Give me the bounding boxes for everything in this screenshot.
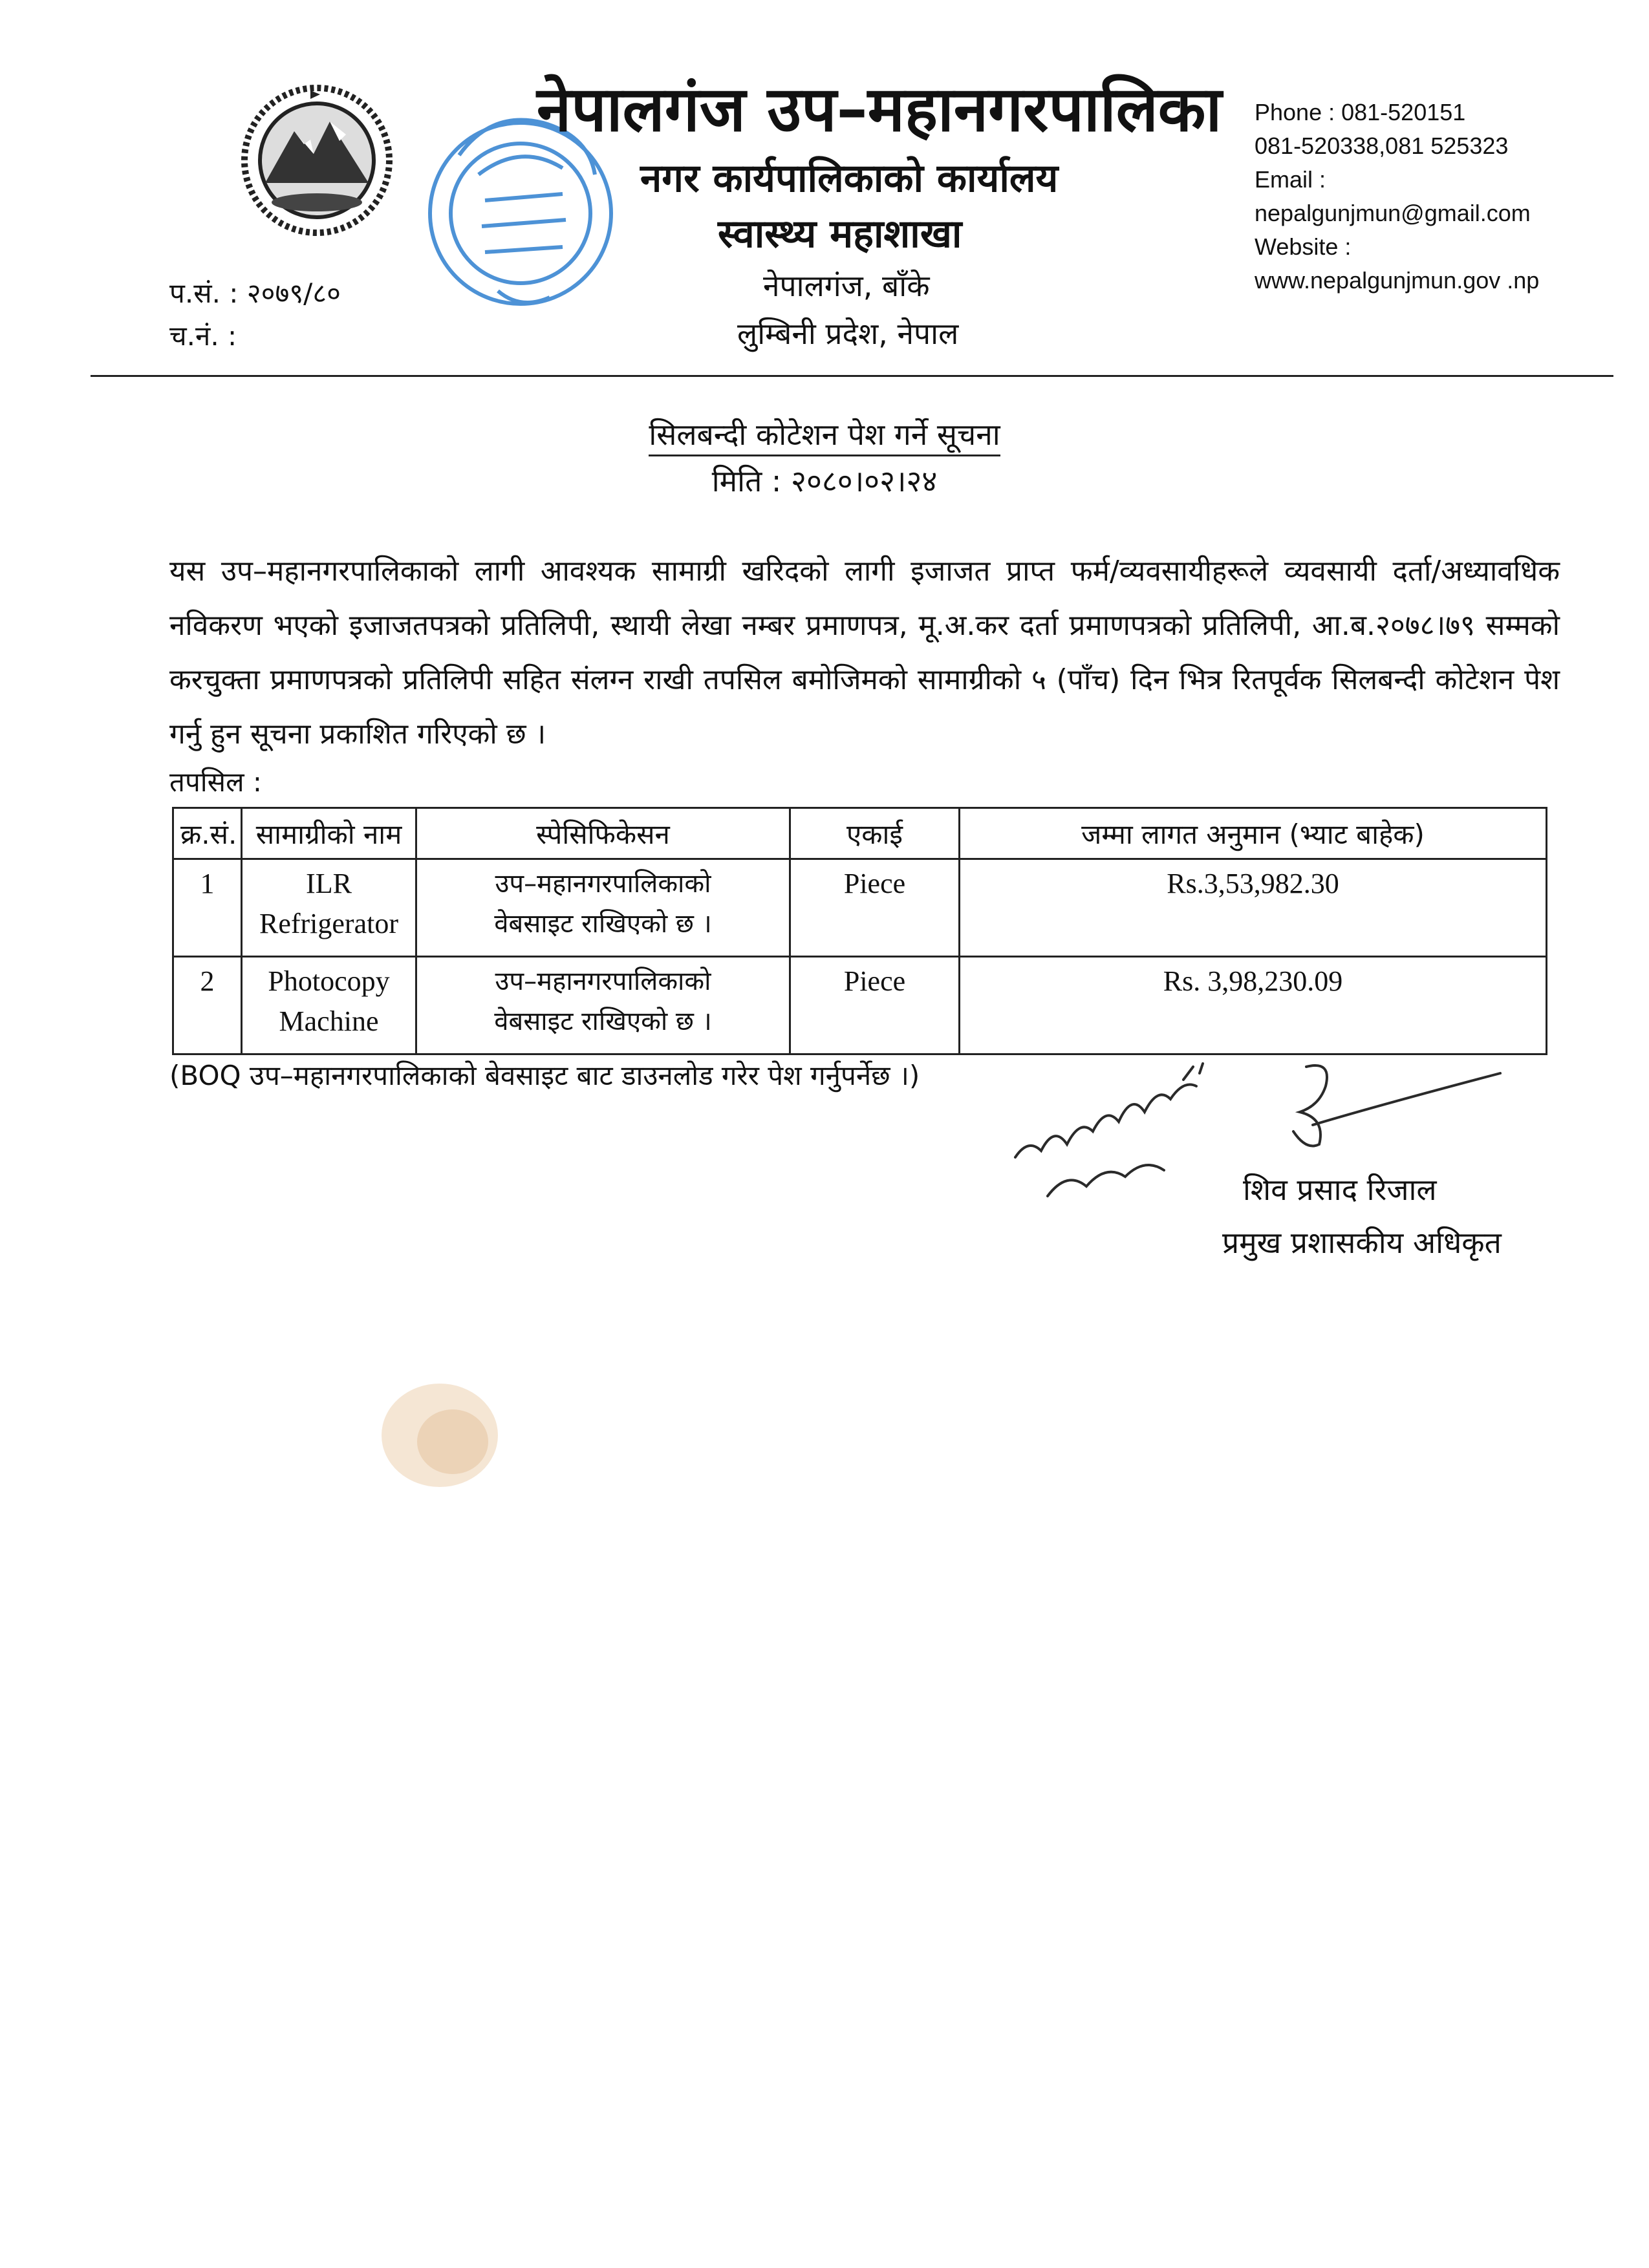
column-header-item-name: सामाग्रीको नाम: [242, 808, 416, 859]
row-item-name: [242, 859, 416, 957]
department-name: स्वास्थ्य महाशाखा: [718, 211, 962, 257]
handwritten-annotation: [1009, 1060, 1222, 1215]
spec-line: उप–महानगरपालिकाको: [495, 967, 711, 996]
signatory-name: शिव प्रसाद रिजाल: [1243, 1172, 1437, 1207]
row-sn: 1: [173, 859, 242, 957]
contact-block: [1255, 96, 1617, 297]
office-subtitle: नगर कार्यपालिकाको कार्यालय: [640, 156, 1059, 201]
row-item-name: [242, 957, 416, 1054]
government-emblem-icon: [233, 70, 401, 238]
website-label: Website :: [1255, 233, 1352, 260]
column-header-estimated-cost: जम्मा लागत अनुमान (भ्याट बाहेक): [960, 808, 1547, 859]
notice-title-text: सिलबन्दी कोटेशन पेश गर्ने सूचना: [649, 417, 1000, 456]
notice-title: [0, 414, 1649, 454]
items-table: [172, 807, 1547, 1055]
row-cost: Rs. 3,98,230.09: [960, 957, 1547, 1054]
schedule-label: तपसिल :: [169, 766, 263, 798]
table-header-row: [173, 808, 1547, 859]
paper-stain: [375, 1371, 511, 1500]
row-specification: [416, 859, 790, 957]
notice-date: मिति : २०८०।०२।२४: [711, 464, 938, 498]
spec-line: वेबसाइट राखिएको छ ।: [494, 909, 712, 939]
notice-body: यस उप–महानगरपालिकाको लागी आवश्यक सामाग्री खरिदको लागी इजाजत प्राप्त फर्म/व्यवसायीहरूले व्यवसायी दर्ता/अध्यावधिक नविकरण भएको इजाजतपत्रको प्रतिलिपी, स्थायी लेखा नम्बर प्रमाणपत्र, मू.अ.कर दर्ता प्रमाणपत्रको प्रतिलिपी, आ.ब.२०७८।७९ सम्मको करचुक्ता प्रमाणपत्रको प्रतिलिपी सहित संलग्न राखी तपसिल बमोजिमको सामाग्रीको ५ (पाँच) दिन भित्र रितपूर्वक सिलबन्दी कोटेशन पेश गर्नु हुन सूचना प्रकाशित गरिएको छ ।: [169, 555, 1560, 751]
office-address-city: नेपालगंज, बाँके: [763, 268, 930, 303]
column-header-unit: एकाई: [790, 808, 960, 859]
signatory-designation: प्रमुख प्रशासकीय अधिकृत: [1222, 1225, 1502, 1260]
signature: [1280, 1054, 1513, 1157]
row-sn: 2: [173, 957, 242, 1054]
spec-line: उप–महानगरपालिकाको: [495, 869, 711, 899]
phone-line-1: Phone : 081-520151: [1255, 99, 1466, 125]
phone-line-2: 081-520338,081 525323: [1255, 133, 1509, 159]
row-specification: [416, 957, 790, 1054]
spec-line: वेबसाइट राखिएको छ ।: [494, 1007, 712, 1036]
office-title: नेपालगंज उप–महानगरपालिका: [537, 73, 1222, 145]
header-divider: [91, 375, 1613, 377]
column-header-sn: क्र.सं.: [173, 808, 242, 859]
item-name-line: ILR: [306, 868, 352, 899]
website-url: www.nepalgunjmun.gov .np: [1255, 267, 1540, 294]
email-label: Email :: [1255, 166, 1326, 193]
row-cost: Rs.3,53,982.30: [960, 859, 1547, 957]
row-unit: Piece: [790, 957, 960, 1054]
table-row: [173, 957, 1547, 1054]
reference-number: प.सं. : २०७९/८०: [169, 277, 341, 309]
boq-note: (BOQ उप–महानगरपालिकाको बेवसाइट बाट डाउनलोड गरेर पेश गर्नुपर्नेछ ।): [169, 1060, 920, 1091]
row-unit: Piece: [790, 859, 960, 957]
item-name-line: Refrigerator: [259, 908, 398, 939]
office-address-province: लुम्बिनी प्रदेश, नेपाल: [737, 316, 959, 351]
item-name-line: Photocopy: [268, 965, 390, 997]
table-row: [173, 859, 1547, 957]
email-address: nepalgunjmun@gmail.com: [1255, 200, 1531, 226]
item-name-line: Machine: [279, 1005, 379, 1037]
dispatch-number: च.नं. :: [169, 320, 237, 352]
column-header-specification: स्पेसिफिकेसन: [416, 808, 790, 859]
